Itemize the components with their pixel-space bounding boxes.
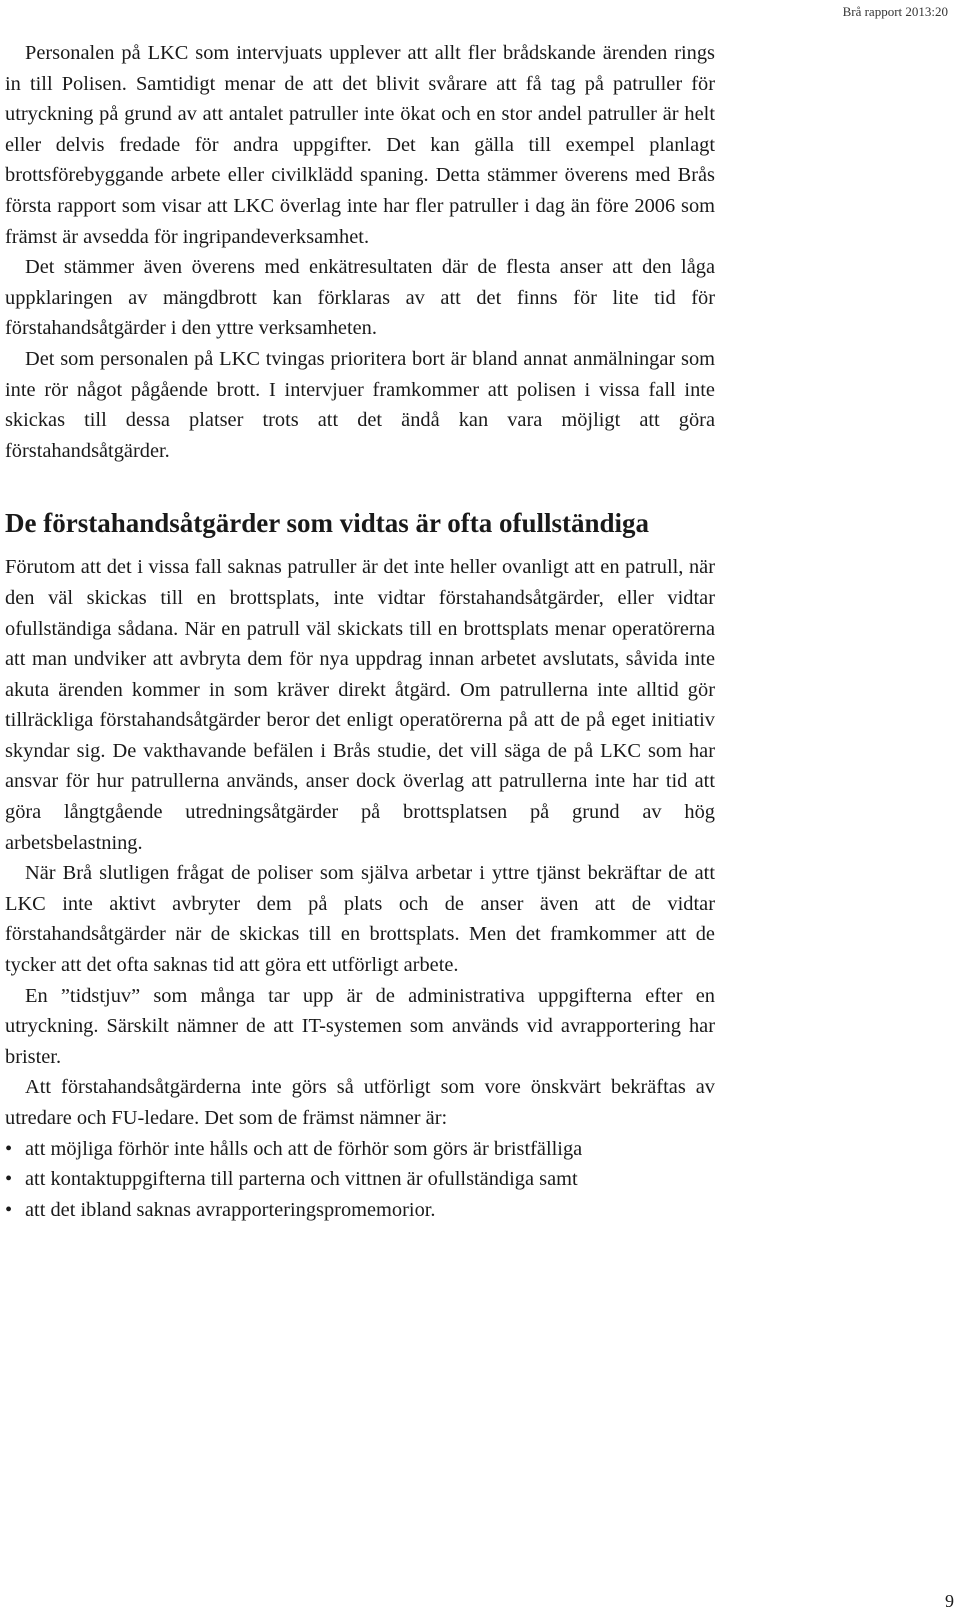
list-item	[5, 1134, 715, 1165]
bullet-list	[5, 1134, 715, 1226]
bullet-icon: •	[5, 1137, 13, 1160]
page-number: 9	[945, 1591, 954, 1611]
main-content	[5, 38, 715, 1225]
list-item-text: att det ibland saknas avrapporteringspromemorior.	[25, 1198, 436, 1221]
paragraph: Det som personalen på LKC tvingas prioritera bort är bland annat anmälningar som inte rör något pågående brott. I intervjuer framkommer att polisen i vissa fall inte skickas till dessa platser trots att det ändå kan vara möjligt att göra förstahandsåtgärder.	[5, 347, 715, 462]
paragraph: En ”tidstjuv” som många tar upp är de administrativa uppgifterna efter en utryckning. Särskilt nämner de att IT-systemen som används vid avrapportering har brister.	[5, 984, 715, 1068]
bullet-icon: •	[5, 1168, 13, 1191]
report-reference: Brå rapport 2013:20	[842, 4, 948, 19]
section-heading: De förstahandsåtgärder som vidtas är ofta ofullständiga	[5, 508, 650, 539]
paragraph: Det stämmer även överens med enkätresultaten där de flesta anser att den låga uppklaringen av mängdbrott kan förklaras av att det finns för lite tid för förstahandsåtgärder i den yttre verksamheten.	[5, 256, 715, 340]
bullet-icon: •	[5, 1198, 13, 1221]
list-item-text: att möjliga förhör inte hålls och att de förhör som görs är bristfälliga	[25, 1137, 583, 1160]
paragraph: Att förstahandsåtgärderna inte görs så utförligt som vore önskvärt bekräftas av utredare och FU-ledare. Det som de främst nämner är:	[5, 1076, 715, 1129]
paragraph: Förutom att det i vissa fall saknas patruller är det inte heller ovanligt att en patrull, när den väl skickas till en brottsplats, inte vidtar förstahandsåtgärder, eller vidtar ofullständiga sådana. När en patrull väl skickats till en brottsplats menar operatörerna att man undviker att avbryta dem för nya uppdrag innan arbetet avslutats, såvida inte akuta ärenden kommer in som kräver direkt åtgärd. Om patrullerna inte alltid gör tillräckliga förstahandsåtgärder beror det enligt operatörerna på att de på eget initiativ skyndar sig. De vakthavande befälen i Brås studie, det vill säga de på LKC som har ansvar för hur patrullerna används, anser dock överlag att patrullerna inte har tid att göra långtgående utredningsåtgärder på brottsplatsen på grund av hög arbetsbelastning.	[5, 556, 715, 854]
list-item	[5, 1195, 715, 1226]
list-item-text: att kontaktuppgifterna till parterna och vittnen är ofullständiga samt	[25, 1168, 578, 1191]
paragraph: När Brå slutligen frågat de poliser som själva arbetar i yttre tjänst bekräftar de att LKC inte aktivt avbryter dem på plats och de anser även att de vidtar förstahandsåtgärder när de skickas till en brottsplats. Men det framkommer att de tycker att det ofta saknas tid att göra ett utförligt arbete.	[5, 862, 715, 977]
list-item	[5, 1164, 715, 1195]
paragraph: Personalen på LKC som intervjuats upplever att allt fler brådskande ärenden rings in till Polisen. Samtidigt menar de att det blivit svårare att få tag på patruller för utryckning på grund av att antalet patruller inte ökat och en stor andel patruller är helt eller delvis fredade för andra uppgifter. Det kan gälla till exempel planlagt brottsförebyggande arbete eller civilklädd spaning. Detta stämmer överens med Brås första rapport som visar att LKC överlag inte har fler patruller i dag än före 2006 som främst är avsedda för ingripandeverksamhet.	[5, 42, 715, 248]
